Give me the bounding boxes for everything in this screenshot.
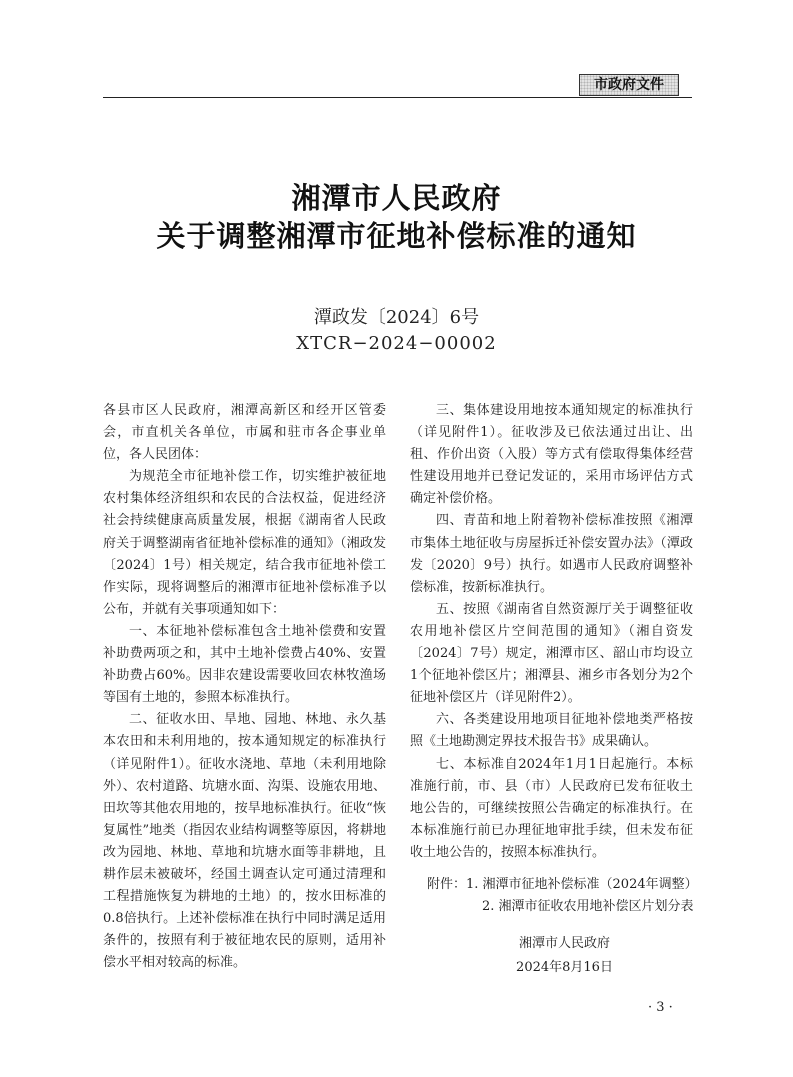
page-number: · 3 · bbox=[648, 1000, 673, 1015]
document-title-line-2: 关于调整湘潭市征地补偿标准的通知 bbox=[156, 219, 637, 253]
signature-date: 2024年8月16日 bbox=[516, 960, 613, 976]
body-paragraph-2: 二、征收水田、旱地、园地、林地、永久基本农田和未利用地的，按本通知规定的标准执行（详见附件1）。征收水浇地、草地（未利用地除外）、农村道路、坑塘水面、沟渠、设施农用地、田坎等其他农用地的，按旱地标准执行。征收“恢复属性”地类（指因农业结构调整等原因，将耕地改为园地、林地、草地和坑塘水面等非耕地，且耕作层未被破坏，经国土调查认定可通过清理和工程措施恢复为耕地的土地）的，按水田标准的0.8倍执行。上述补偿标准在执行中同时满足适用条件的，按照有利于被征地农民的原则，适用补偿水平相对较高的标准。 bbox=[103, 712, 386, 971]
attachments-label: 附件： bbox=[426, 876, 466, 892]
body-paragraph-5: 五、按照《湖南省自然资源厅关于调整征收农用地补偿区片空间范围的通知》（湘自资发〔2024〕7号）规定，湘潭市区、韶山市均设立1个征地补偿区片；湘潭县、湘乡市各划分为2个征地补偿区片（详见附件2）。 bbox=[410, 601, 693, 706]
salutation-paragraph: 各县市区人民政府，湘潭高新区和经开区管委会，市直机关各单位，市属和驻市各企事业单位，各人民团体： bbox=[103, 403, 386, 463]
body-paragraph-3: 三、集体建设用地按本通知规定的标准执行（详见附件1）。征收涉及已依法通过出让、出租、作价出资（入股）等方式有偿取得集体经营性建设用地并已登记发证的，采用市场评估方式确定补偿价格。 bbox=[410, 403, 693, 507]
body-paragraph-1: 一、本征地补偿标准包含土地补偿费和安置补助费两项之和，其中土地补偿费占40%、安置补助费占60%。因非农建设需要收回农林牧渔场等国有土地的，参照本标准执行。 bbox=[103, 623, 386, 706]
body-paragraph-7: 七、本标准自2024年1月1日起施行。本标准施行前，市、县（市）人民政府已发布征收土地公告的，可继续按照公告确定的标准执行。在本标准施行前已办理征地审批手续，但未发布征收土地公告的，按照本标准执行。 bbox=[410, 756, 693, 860]
attachment-item: 2. 湘潭市征收农用地补偿区片划分表 bbox=[482, 899, 694, 915]
header-rule bbox=[103, 97, 692, 98]
document-title-line-1: 湘潭市人民政府 bbox=[291, 181, 502, 215]
document-number: 潭政发〔2024〕6号 bbox=[313, 307, 480, 328]
body-paragraph-6: 六、各类建设用地项目征地补偿地类严格按照《土地勘测定界技术报告书》成果确认。 bbox=[410, 712, 693, 750]
attachments-list bbox=[410, 874, 698, 918]
body-paragraph-intro: 为规范全市征地补偿工作，切实维护被征地农村集体经济组织和农民的合法权益，促进经济社会持续健康高质量发展，根据《湖南省人民政府关于调整湖南省征地补偿标准的通知》（湘政发〔2024〕1号）相关规定，结合我市征地补偿工作实际，现将调整后的湘潭市征地补偿标准予以公布，并就有关事项通知如下： bbox=[103, 469, 386, 617]
document-code: XTCR−2024−00002 bbox=[296, 333, 497, 354]
signature-block bbox=[410, 932, 693, 980]
section-tag: 市政府文件 bbox=[579, 74, 679, 96]
signature-org: 湘潭市人民政府 bbox=[518, 936, 610, 952]
body-paragraph-4: 四、青苗和地上附着物补偿标准按照《湘潭市集体土地征收与房屋拆迁补偿安置办法》（潭政发〔2020〕9号）执行。如遇市人民政府调整补偿标准，按新标准执行。 bbox=[410, 513, 693, 595]
right-column bbox=[410, 400, 698, 980]
attachment-item: 1. 湘潭市征地补偿标准（2024年调整） bbox=[466, 876, 698, 892]
left-column bbox=[103, 400, 386, 974]
